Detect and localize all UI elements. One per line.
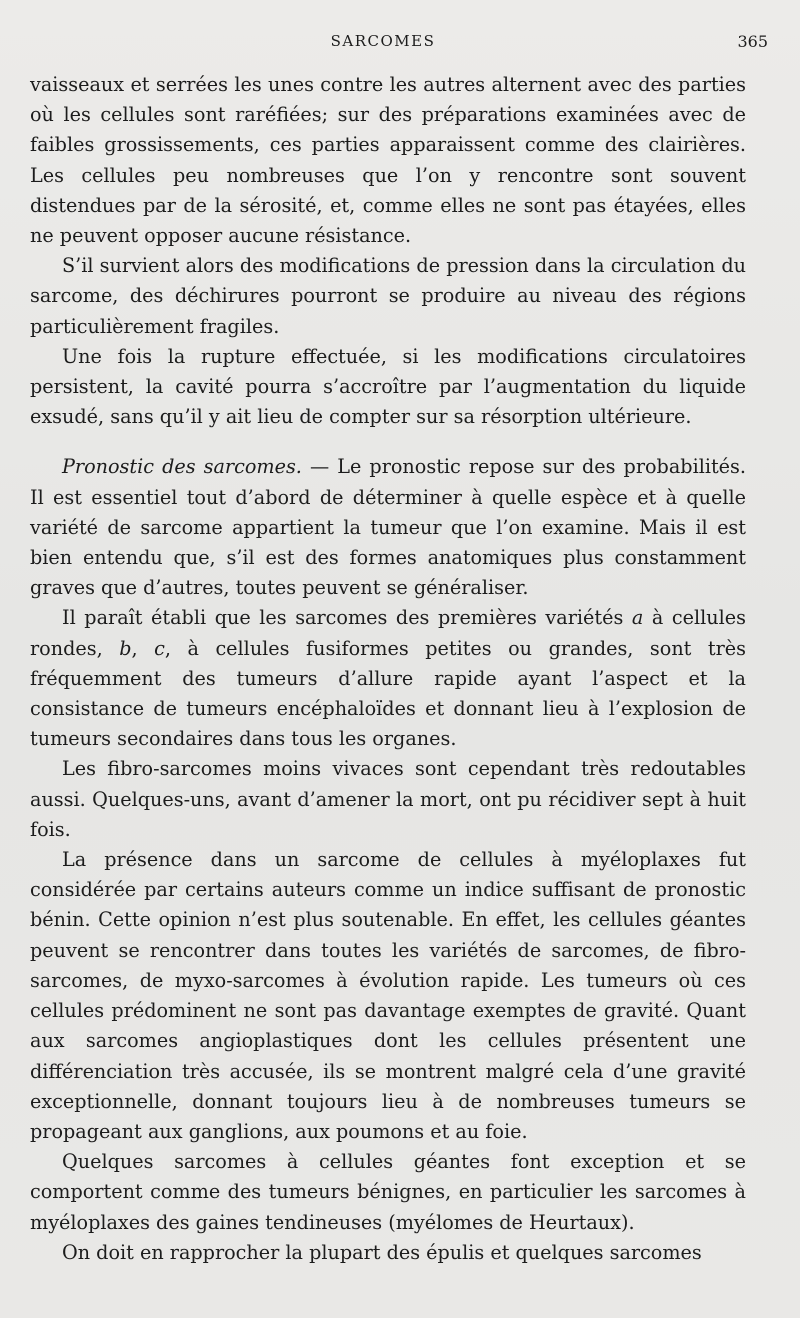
running-title: SARCOMES <box>330 32 436 50</box>
section-gap <box>30 432 746 452</box>
variety-b: b <box>119 636 132 660</box>
paragraph-1-text: vaisseaux et serrées les unes contre les autres alternent avec des parties où les cellules sont raréfiées; sur des préparations examinées avec de faibles grossissements, ces parties apparaissent comme des clairières. Les cellules peu nombreuses que l’on y rencontre sont souvent distendues par de la sérosité, et, comme elles ne sont pas étayées, elles ne peuvent opposer aucune résistance. <box>30 73 746 248</box>
paragraph-5-text-c: , <box>131 636 155 660</box>
variety-c: c <box>154 636 165 660</box>
paragraph-prognosis <box>30 452 746 603</box>
paragraph-5-text-b: à cellules rondes, <box>30 606 746 660</box>
paragraph-9 <box>30 1238 746 1268</box>
paragraph-5 <box>30 603 746 754</box>
paragraph-6-text: Les fibro-sarcomes moins vivaces sont cependant très redoutables aussi. Quelques-uns, avant d’amener la mort, ont pu récidiver sept à huit fois. <box>30 757 746 841</box>
paragraph-6 <box>30 754 746 845</box>
paragraph-1 <box>30 70 746 251</box>
paragraph-8-text: Quelques sarcomes à cellules géantes font exception et se comportent comme des tumeurs bénignes, en particulier les sarcomes à myéloplaxes des gaines tendineuses (myélomes de Heurtaux). <box>30 1150 746 1234</box>
running-head <box>0 30 800 54</box>
paragraph-5-text-d: , à cellules fusiformes petites ou grandes, sont très fréquemment des tumeurs d’allure rapide ayant l’aspect et la consistance de tumeurs encéphaloïdes et donnant lieu à l’explosion de tumeurs secondaires dans tous les organes. <box>30 636 746 751</box>
paragraph-prognosis-text: — Le pronostic repose sur des probabilités. Il est essentiel tout d’abord de déterminer à quelle espèce et à quelle variété de sarcome appartient la tumeur que l’on examine. Mais il est bien entendu que, s’il est des formes anatomiques plus constamment graves que d’autres, toutes peuvent se généraliser. <box>30 455 746 600</box>
section-title: Pronostic des sarcomes. <box>62 455 302 479</box>
paragraph-9-text: On doit en rapprocher la plupart des épulis et quelques sarcomes <box>62 1240 702 1264</box>
paragraph-2-text: S’il survient alors des modifications de pression dans la circulation du sarcome, des déchirures pourront se produire au niveau des régions particulièrement fragiles. <box>30 254 746 338</box>
paragraph-7-text: La présence dans un sarcome de cellules à myéloplaxes fut considérée par certains auteurs comme un indice suffisant de pronostic bénin. Cette opinion n’est plus soutenable. En effet, les cellules géantes peuvent se rencontrer dans toutes les variétés de sarcomes, de fibro-sarcomes, de myxo-sarcomes à évolution rapide. Les tumeurs où ces cellules prédominent ne sont pas davantage exemptes de gravité. Quant aux sarcomes angioplastiques dont les cellules présentent une différenciation très accusée, ils se montrent malgré cela d’une gravité exceptionnelle, donnant toujours lieu à de nombreuses tumeurs se propageant aux ganglions, aux poumons et au foie. <box>30 848 746 1143</box>
paragraph-3 <box>30 342 746 433</box>
variety-a: a <box>631 606 644 630</box>
paragraph-3-text: Une fois la rupture effectuée, si les modifications circulatoires persistent, la cavité pourra s’accroître par l’augmentation du liquide exsudé, sans qu’il y ait lieu de compter sur sa résorption ultérieure. <box>30 344 746 429</box>
paragraph-2 <box>30 251 746 342</box>
paragraph-7 <box>30 845 746 1147</box>
paragraph-8 <box>30 1147 746 1238</box>
body-text <box>30 70 746 1268</box>
page-number: 365 <box>737 32 768 51</box>
paragraph-5-text-a: Il paraît établi que les sarcomes des premières variétés <box>62 606 632 630</box>
